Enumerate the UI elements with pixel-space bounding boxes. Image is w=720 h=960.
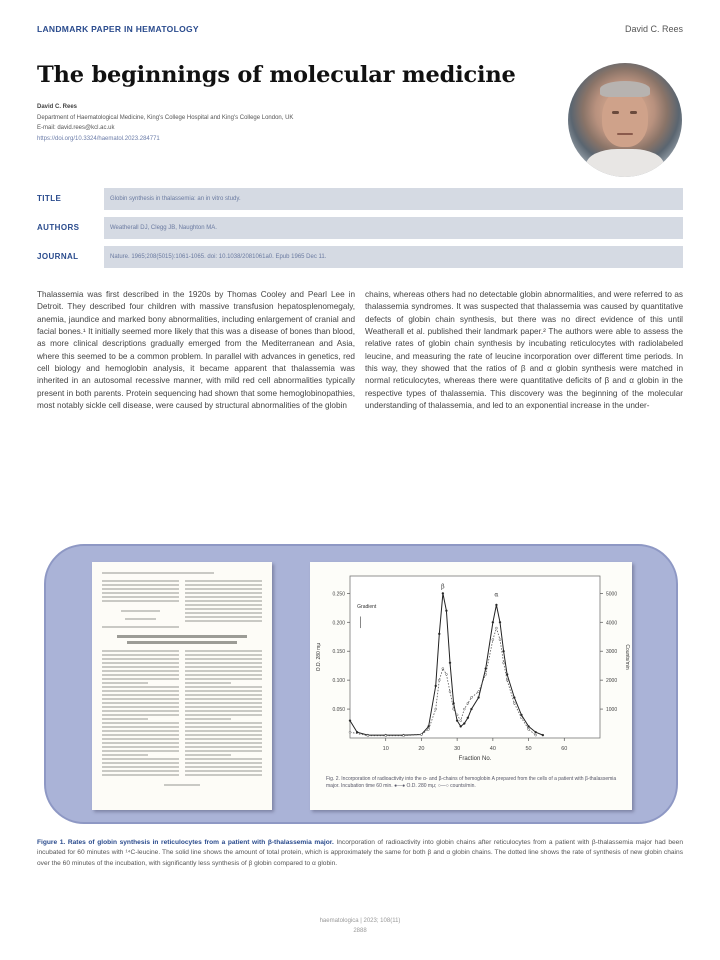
figure-frame (44, 544, 678, 824)
original-paper-scan (92, 562, 272, 810)
meta-value[interactable]: Nature. 1965;208(5015):1061-1065. doi: 10.1038/2081061a0. Epub 1965 Dec 11. (104, 246, 683, 268)
scan-text-line (102, 766, 179, 768)
meta-key: AUTHORS (37, 223, 80, 232)
data-point-counts (470, 697, 472, 699)
data-point-counts (520, 717, 522, 719)
y-left-axis-label: O.D. 280 mμ (316, 642, 322, 672)
meta-key: JOURNAL (37, 252, 79, 261)
author-email[interactable]: E-mail: david.rees@kcl.ac.uk (37, 125, 115, 131)
data-point-od (445, 610, 447, 612)
scan-text-line (102, 762, 179, 764)
author-portrait (568, 63, 682, 177)
figure-caption (37, 838, 683, 869)
portrait-mouth (617, 133, 633, 135)
data-point-counts (506, 679, 508, 681)
scan-text-line (185, 654, 262, 656)
body-column-right: chains, whereas others had no detectable globin abnormalities, and were referred to as thalassemia syndromes. It was suspected that thalassemia was caused by quantitative defects of globin chain synthesis, but there was no direct evidence of this until Weatherall et al. published their landmark paper.² The authors were able to assess the relative rates of globin chain synthesis by incubating reticulocytes with radiolabeled leucine, and measuring the rate of leucine incorporation over different time periods. In this way, they showed that the ratios of β and α globin synthesis were matched in normal reticulocytes, whereas there were quantitative deficits of β and α globin in the respective types of thalassemia. This discovery was the beginning of the molecular understanding of thalassemia, and led to an exponential increase in the under- (365, 290, 683, 411)
scan-text-line (102, 682, 148, 684)
data-point-od (535, 731, 537, 733)
scan-text-line (185, 670, 262, 672)
portrait-hair (600, 81, 650, 97)
data-point-counts (420, 734, 422, 736)
scan-text-line (185, 698, 262, 700)
scan-text-line (102, 734, 179, 736)
scan-text-line (185, 742, 262, 744)
scan-text-line (102, 702, 179, 704)
x-tick-label: 40 (489, 746, 496, 752)
y-right-tick-label: 3000 (606, 649, 618, 656)
portrait-eye (630, 111, 637, 114)
data-point-counts (485, 673, 487, 675)
article-title: The beginnings of molecular medicine (37, 62, 516, 88)
page-number: 2888 (353, 928, 367, 934)
scan-text-line (185, 766, 262, 768)
data-point-od (478, 697, 480, 699)
scan-text-line (185, 750, 262, 752)
author-block (37, 102, 293, 144)
y-left-tick-label: 0.050 (332, 707, 345, 714)
data-point-counts (403, 735, 405, 737)
scan-text-line (102, 722, 179, 724)
data-point-counts (385, 735, 387, 737)
scan-text-line (102, 746, 179, 748)
plot-area (350, 576, 600, 738)
scan-text-line (102, 758, 179, 760)
scan-text-line (102, 742, 179, 744)
author-affiliation: Department of Haematological Medicine, King's College Hospital and King's College London, UK (37, 114, 294, 121)
page-footer (0, 916, 720, 936)
data-point-counts (349, 731, 351, 733)
peak-label-alpha: α (494, 591, 499, 599)
scan-text-line (102, 690, 179, 692)
y-right-axis-label: Counts/min (624, 644, 630, 670)
y-left-tick-label: 0.100 (332, 678, 345, 685)
data-point-counts (367, 735, 369, 737)
data-point-counts (495, 627, 497, 629)
data-point-counts (453, 708, 455, 710)
data-point-counts (499, 639, 501, 641)
data-point-od (456, 720, 458, 722)
data-point-od (499, 621, 501, 623)
meta-row-journal (37, 246, 683, 268)
data-point-od (449, 662, 451, 664)
data-point-od (542, 734, 544, 736)
scan-text-line (102, 670, 179, 672)
data-point-counts (492, 639, 494, 641)
scan-text-line (102, 698, 179, 700)
scan-text-line (102, 754, 148, 756)
x-tick-label: 50 (525, 746, 532, 752)
data-point-od (349, 720, 351, 722)
data-point-od (528, 725, 530, 727)
doi-link[interactable]: https://doi.org/10.3324/haematol.2023.284771 (37, 135, 160, 142)
data-point-od (435, 685, 437, 687)
data-point-od (470, 708, 472, 710)
data-point-counts (435, 708, 437, 710)
data-point-counts (463, 708, 465, 710)
scan-text-line (102, 730, 179, 732)
data-point-od (485, 668, 487, 670)
y-right-tick-label: 2000 (606, 678, 618, 685)
scan-text-line (102, 750, 179, 752)
meta-value: Weatherall DJ, Clegg JB, Naughton MA. (104, 217, 683, 239)
gradient-annotation: Gradient (357, 603, 377, 610)
scan-text-line (185, 746, 262, 748)
y-right-tick-label: 4000 (606, 620, 618, 627)
scan-text-line (185, 722, 262, 724)
data-point-counts (528, 728, 530, 730)
data-point-od (460, 725, 462, 727)
reference-table (37, 188, 683, 275)
meta-row-authors (37, 217, 683, 239)
data-point-od (492, 621, 494, 623)
scan-text-line (102, 674, 179, 676)
figure-caption-text: Incorporation of radioactivity into globin chains after reticulocytes from a patient with β-thalassemia major had been incubated for 60 minutes with ¹⁴C-leucine. The solid line shows the amount of total protein, which is approximately the same for both β and α globin chains. The dotted line shows the rate of synthesis of new globin chains over the 60 minutes of the incubation, with significantly less synthesis of β globin compared to α globin. (37, 839, 683, 867)
portrait-face (602, 89, 648, 147)
scan-text-line (185, 702, 262, 704)
scan-text-line (102, 710, 179, 712)
scan-text-line (102, 650, 179, 652)
scan-text-line (102, 678, 179, 680)
x-axis-label: Fraction No. (458, 756, 492, 762)
scan-text-line (185, 714, 262, 716)
data-point-od (442, 592, 444, 594)
scan-text-line (102, 658, 179, 660)
data-point-counts (467, 702, 469, 704)
scan-text-line (185, 694, 262, 696)
scan-text-line (185, 674, 262, 676)
data-point-od (463, 723, 465, 725)
inner-figure-caption: Fig. 2. Incorporation of radioactivity into the α- and β-chains of hemoglobin A prepared from the cells of a patient with β-thalassemia major. Incubation time 60 min. ●—● O.D. 280 mμ; ○—○ counts/min. (326, 776, 617, 789)
scan-text-line (102, 738, 179, 740)
data-point-counts (535, 734, 537, 736)
scan-text-line (185, 650, 262, 652)
scan-text-line (102, 662, 179, 664)
scan-text-line (102, 714, 179, 716)
portrait-shirt (586, 149, 664, 177)
scan-text-line (185, 710, 262, 712)
data-point-od (495, 604, 497, 606)
peak-label-beta: β (441, 583, 445, 591)
footer-journal: haematologica | 2023; 108(11) (319, 918, 401, 924)
scan-text-line (185, 666, 262, 668)
y-right-tick-label: 5000 (606, 591, 618, 598)
scan-text-line (185, 690, 262, 692)
scan-text-line (102, 686, 179, 688)
x-tick-label: 20 (418, 746, 425, 752)
body-column-left: Thalassemia was first described in the 1920s by Thomas Cooley and Pearl Lee in Detroit. They described four children with massive transfusion hepatosplenomegaly, anemia, jaundice and marked bony abnormalities, including enlargement of cranial and facial bones.¹ It initially seemed more likely that this was a disease of bones than blood, as more clinical descriptions gradually emerged from the Mediterranean and Asia, where this seemed to be a common problem. In parallel with advances in genetics, red cell biology and hemoglobin analysis, it became apparent that thalassemia was inherited in an autosomal recessive manner, with mild red cell abnormalities typically present in both parents. Protein sequencing had shown that some hemoglobinopathies, most notably sickle cell disease, were caused by structural abnormalities of the globin (37, 290, 355, 411)
scan-text-line (185, 718, 231, 720)
scan-text-line (185, 774, 262, 776)
scan-text-line (185, 770, 262, 772)
scan-text-line (185, 754, 231, 756)
data-point-od (356, 731, 358, 733)
scan-text-line (102, 726, 179, 728)
scan-text-line (185, 758, 262, 760)
meta-value: Globin synthesis in thalassemia: an in vitro study. (104, 188, 683, 210)
data-point-od (438, 633, 440, 635)
y-left-tick-label: 0.150 (332, 649, 345, 656)
scan-text-line (102, 718, 148, 720)
chart-panel (310, 562, 632, 810)
scan-text-line (185, 726, 262, 728)
y-left-tick-label: 0.250 (332, 591, 345, 598)
scan-text-line (185, 682, 231, 684)
data-point-counts (445, 673, 447, 675)
meta-row-title (37, 188, 683, 210)
scan-text-line (102, 706, 179, 708)
portrait-eye (612, 111, 619, 114)
scan-text-line (185, 734, 262, 736)
data-point-counts (442, 668, 444, 670)
scan-text-line (185, 658, 262, 660)
scan-text-line (185, 762, 262, 764)
data-point-counts (513, 702, 515, 704)
scan-text-line (185, 706, 262, 708)
data-point-od (428, 725, 430, 727)
scan-text-line (185, 730, 262, 732)
data-point-od (513, 697, 515, 699)
author-name: David C. Rees (37, 104, 78, 110)
scan-text-line (102, 666, 179, 668)
section-label: LANDMARK PAPER IN HEMATOLOGY (37, 24, 199, 34)
chromatography-chart (310, 562, 632, 776)
scan-text-line (102, 770, 179, 772)
data-point-od (467, 717, 469, 719)
x-tick-label: 30 (454, 746, 461, 752)
data-point-counts (449, 691, 451, 693)
scan-text-line (102, 654, 179, 656)
data-point-counts (456, 714, 458, 716)
running-author: David C. Rees (624, 24, 683, 34)
running-header (37, 24, 683, 38)
data-point-counts (428, 728, 430, 730)
scan-text-line (102, 694, 179, 696)
x-tick-label: 60 (561, 746, 568, 752)
scan-text-line (185, 662, 262, 664)
meta-key: TITLE (37, 194, 62, 203)
figure-caption-title: Figure 1. Rates of globin synthesis in reticulocytes from a patient with β-thalassemia major. (37, 839, 334, 846)
data-point-counts (503, 662, 505, 664)
scan-text-line (185, 678, 262, 680)
data-point-counts (478, 691, 480, 693)
data-point-od (503, 650, 505, 652)
scan-text-line (102, 774, 179, 776)
x-tick-label: 10 (382, 746, 389, 752)
scan-text-line (185, 686, 262, 688)
y-right-tick-label: 1000 (606, 707, 618, 714)
y-left-tick-label: 0.200 (332, 620, 345, 627)
data-point-od (520, 714, 522, 716)
data-point-counts (460, 720, 462, 722)
scan-text-line (185, 738, 262, 740)
data-point-counts (438, 679, 440, 681)
